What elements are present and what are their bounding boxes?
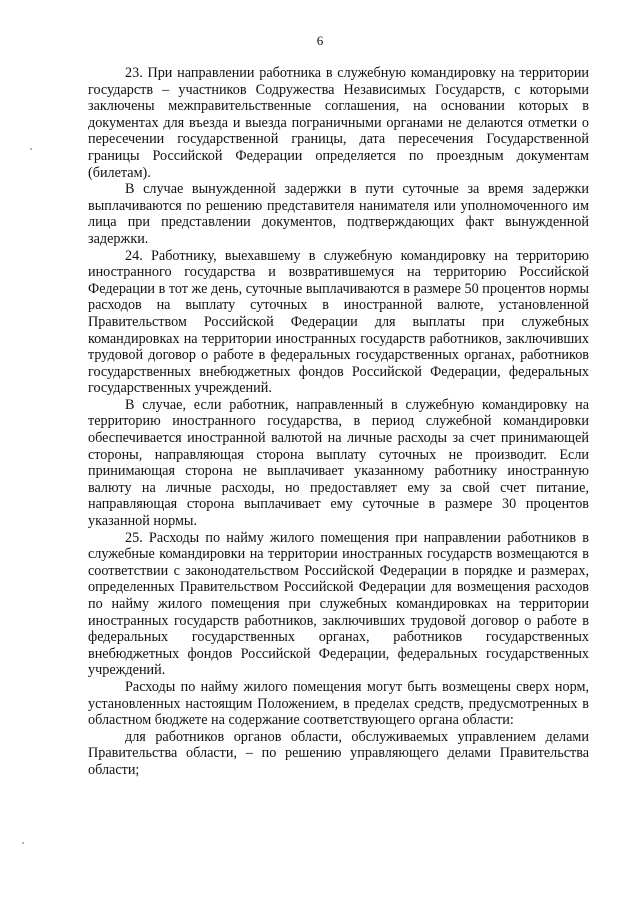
paragraph-above-norms: Расходы по найму жилого помещения могут быть возмещены сверх норм, установленных настоящим Положением, в пределах средств, предусмотренных в областном бюджете на содержание соответствующего органа области: [88,678,589,729]
paragraph-23: 23. При направлении работника в служебную командировку на территории государств – участников Содружества Независимых Государств, с которыми заключены межправительственные соглашения, на основании которых в документах для въезда и выезда пограничными органами не делаются отметки о пересечении государственной границы, дата пересечения Государственной границы Российской Федерации определяется по проездным документам (билетам). [88,65,589,181]
document-body [88,65,589,779]
scan-speck [30,148,32,150]
paragraph-24: 24. Работнику, выехавшему в служебную командировку на территорию иностранного государства и возвратившемуся на территорию Российской Федерации в тот же день, суточные выплачиваются в размере 50 процентов нормы расходов на выплату суточных в иностранной валюте, установленной Правительством Российской Федерации для выплаты при служебных командировках на территории иностранных государств работников, заключивших трудовой договор о работе в федеральных государственных органах, работников государственных внебюджетных фондов Российской Федерации, федеральных государственных учреждений. [88,247,589,397]
paragraph-delay: В случае вынужденной задержки в пути суточные за время задержки выплачиваются по решению представителя нанимателя или уполномоченного им лица при представлении документов, подтверждающих факт вынужденной задержки. [88,181,589,247]
scan-speck [22,842,24,844]
paragraph-foreign-currency: В случае, если работник, направленный в служебную командировку на территорию иностранного государства, в период служебной командировки обеспечивается иностранной валютой на личные расходы за счет принимающей стороны, направляющая сторона выплату суточных не производит. Если принимающая сторона не выплачивает указанному работнику иностранную валюту на личные расходы, но предоставляет ему за свой счет питание, направляющая сторона выплачивает ему суточные в размере 30 процентов указанной нормы. [88,396,589,530]
page-number: 6 [316,33,324,48]
paragraph-government-staff: для работников органов области, обслуживаемых управлением делами Правительства области, – по решению управляющего делами Правительства области; [88,728,589,778]
paragraph-25: 25. Расходы по найму жилого помещения при направлении работников в служебные командировки на территории иностранных государств возмещаются в соответствии с законодательством Российской Федерации в порядке и размерах, определенных Правительством Российской Федерации для возмещения расходов по найму жилого помещения при служебных командировках на территории иностранных государств работников, заключивших трудовой договор о работе в федеральных государственных органах, работников государственных внебюджетных фондов Российской Федерации, федеральных государственных учреждений. [88,529,589,679]
